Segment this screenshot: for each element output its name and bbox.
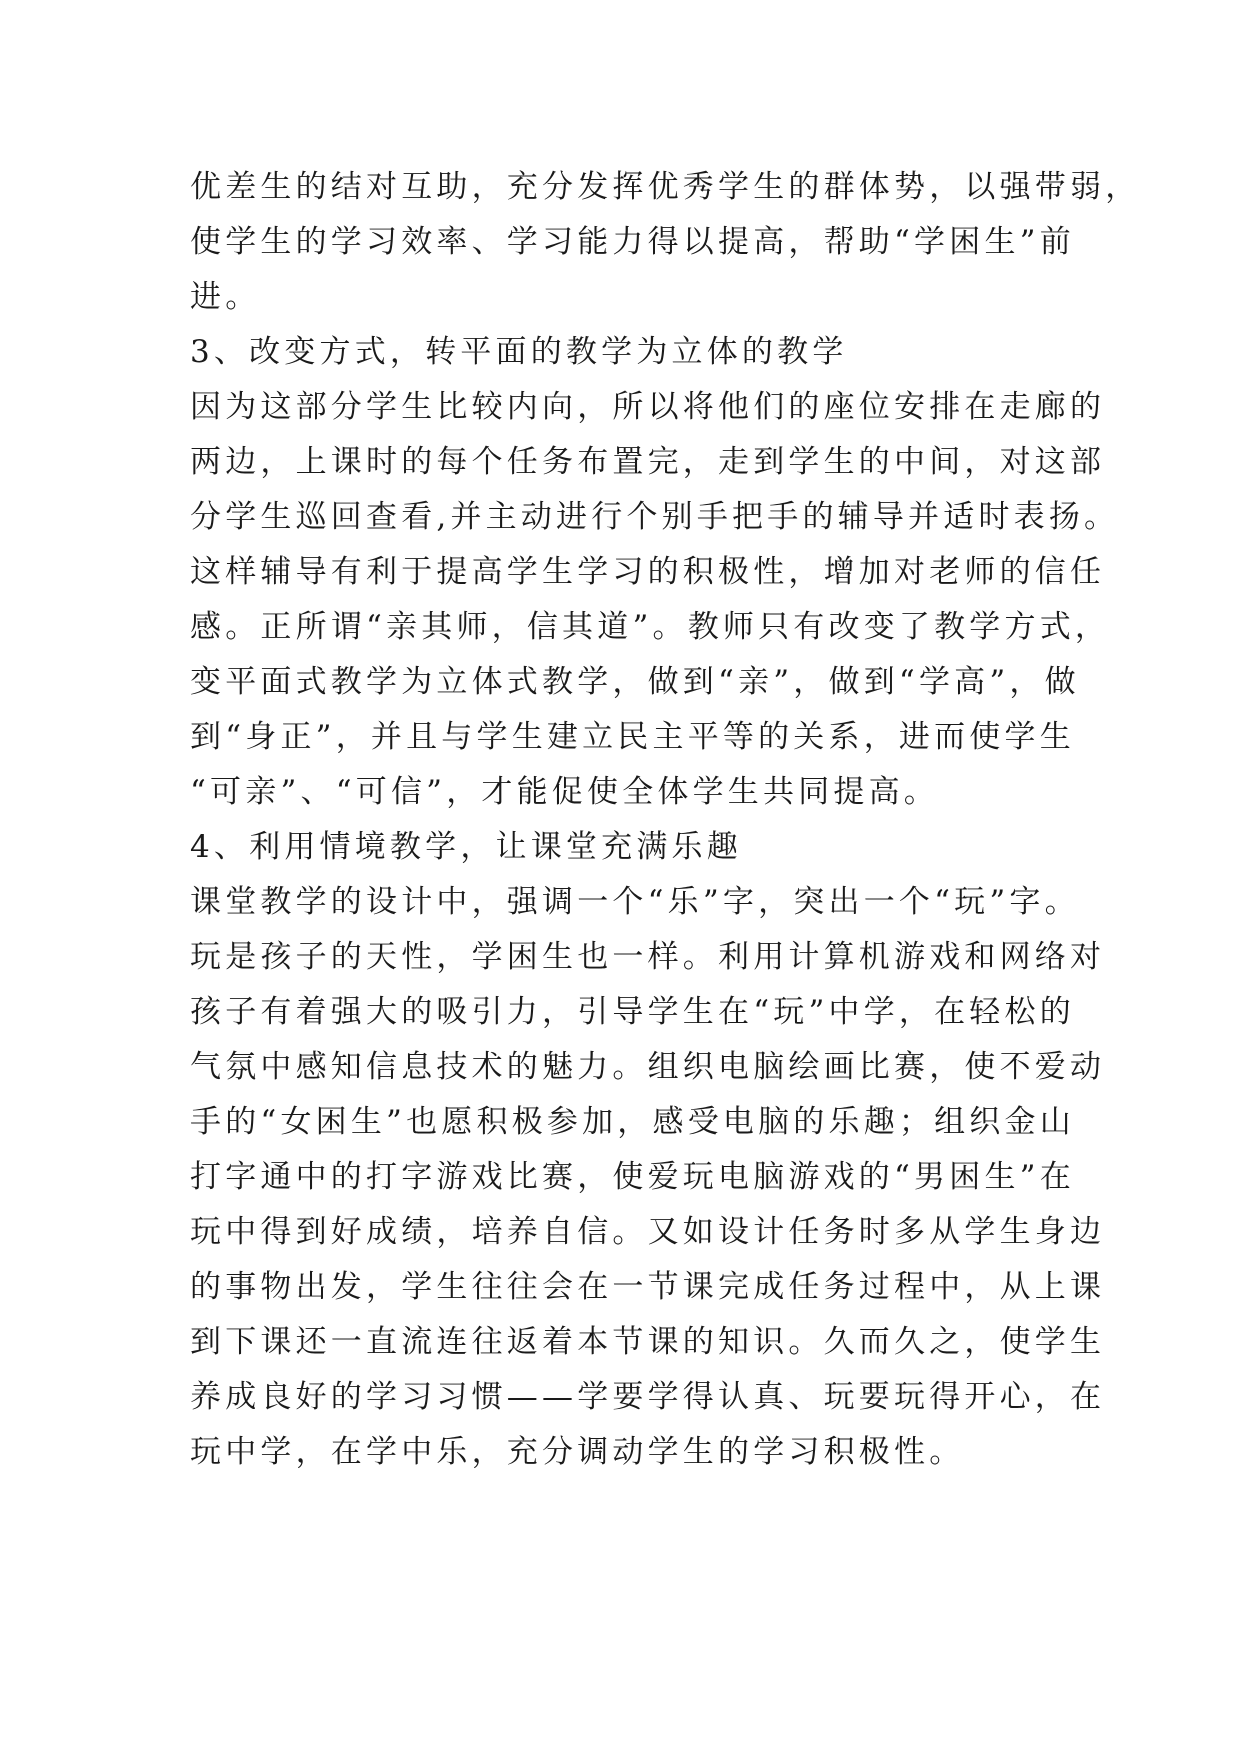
section-heading: 4、利用情境教学，让课堂充满乐趣 (190, 829, 742, 865)
text-line: 养成良好的学习习惯——学要学得认真、玩要玩得开心，在 (190, 1379, 1106, 1415)
text-line: 分学生巡回查看,并主动进行个别手把手的辅导并适时表扬。 (190, 499, 1120, 535)
text-line: 玩中学，在学中乐，充分调动学生的学习积极性。 (190, 1434, 965, 1470)
body-text (190, 160, 1141, 1480)
text-line: 变平面式教学为立体式教学，做到“亲”，做到“学高”，做 (190, 664, 1080, 700)
text-line: 气氛中感知信息技术的魅力。组织电脑绘画比赛，使不爱动 (190, 1049, 1106, 1085)
text-line: 进。 (190, 279, 261, 315)
text-line: 两边，上课时的每个任务布置完，走到学生的中间，对这部 (190, 444, 1106, 480)
text-line: 打字通中的打字游戏比赛，使爱玩电脑游戏的“男困生”在 (190, 1159, 1075, 1195)
text-line: 因为这部分学生比较内向，所以将他们的座位安排在走廊的 (190, 389, 1106, 425)
text-line: 课堂教学的设计中，强调一个“乐”字，突出一个“玩”字。 (190, 884, 1080, 920)
text-line: 到下课还一直流连往返着本节课的知识。久而久之，使学生 (190, 1324, 1106, 1360)
text-line: 手的“女困生”也愿积极参加，感受电脑的乐趣；组织金山 (190, 1104, 1075, 1140)
text-line: 的事物出发，学生往往会在一节课完成任务过程中，从上课 (190, 1269, 1106, 1305)
text-line: 优差生的结对互助，充分发挥优秀学生的群体势，以强带弱， (190, 169, 1141, 205)
section-heading: 3、改变方式，转平面的教学为立体的教学 (190, 334, 848, 370)
text-line: 玩中得到好成绩，培养自信。又如设计任务时多从学生身边 (190, 1214, 1106, 1250)
text-line: 感。正所谓“亲其师，信其道”。教师只有改变了教学方式， (190, 609, 1111, 645)
text-line: “可亲”、“可信”，才能促使全体学生共同提高。 (190, 774, 939, 810)
text-line: 孩子有着强大的吸引力，引导学生在“玩”中学，在轻松的 (190, 994, 1075, 1030)
text-line: 这样辅导有利于提高学生学习的积极性，增加对老师的信任 (190, 554, 1106, 590)
text-line: 玩是孩子的天性，学困生也一样。利用计算机游戏和网络对 (190, 939, 1106, 975)
text-line: 使学生的学习效率、学习能力得以提高，帮助“学困生”前 (190, 224, 1075, 260)
text-line: 到“身正”，并且与学生建立民主平等的关系，进而使学生 (190, 719, 1075, 755)
